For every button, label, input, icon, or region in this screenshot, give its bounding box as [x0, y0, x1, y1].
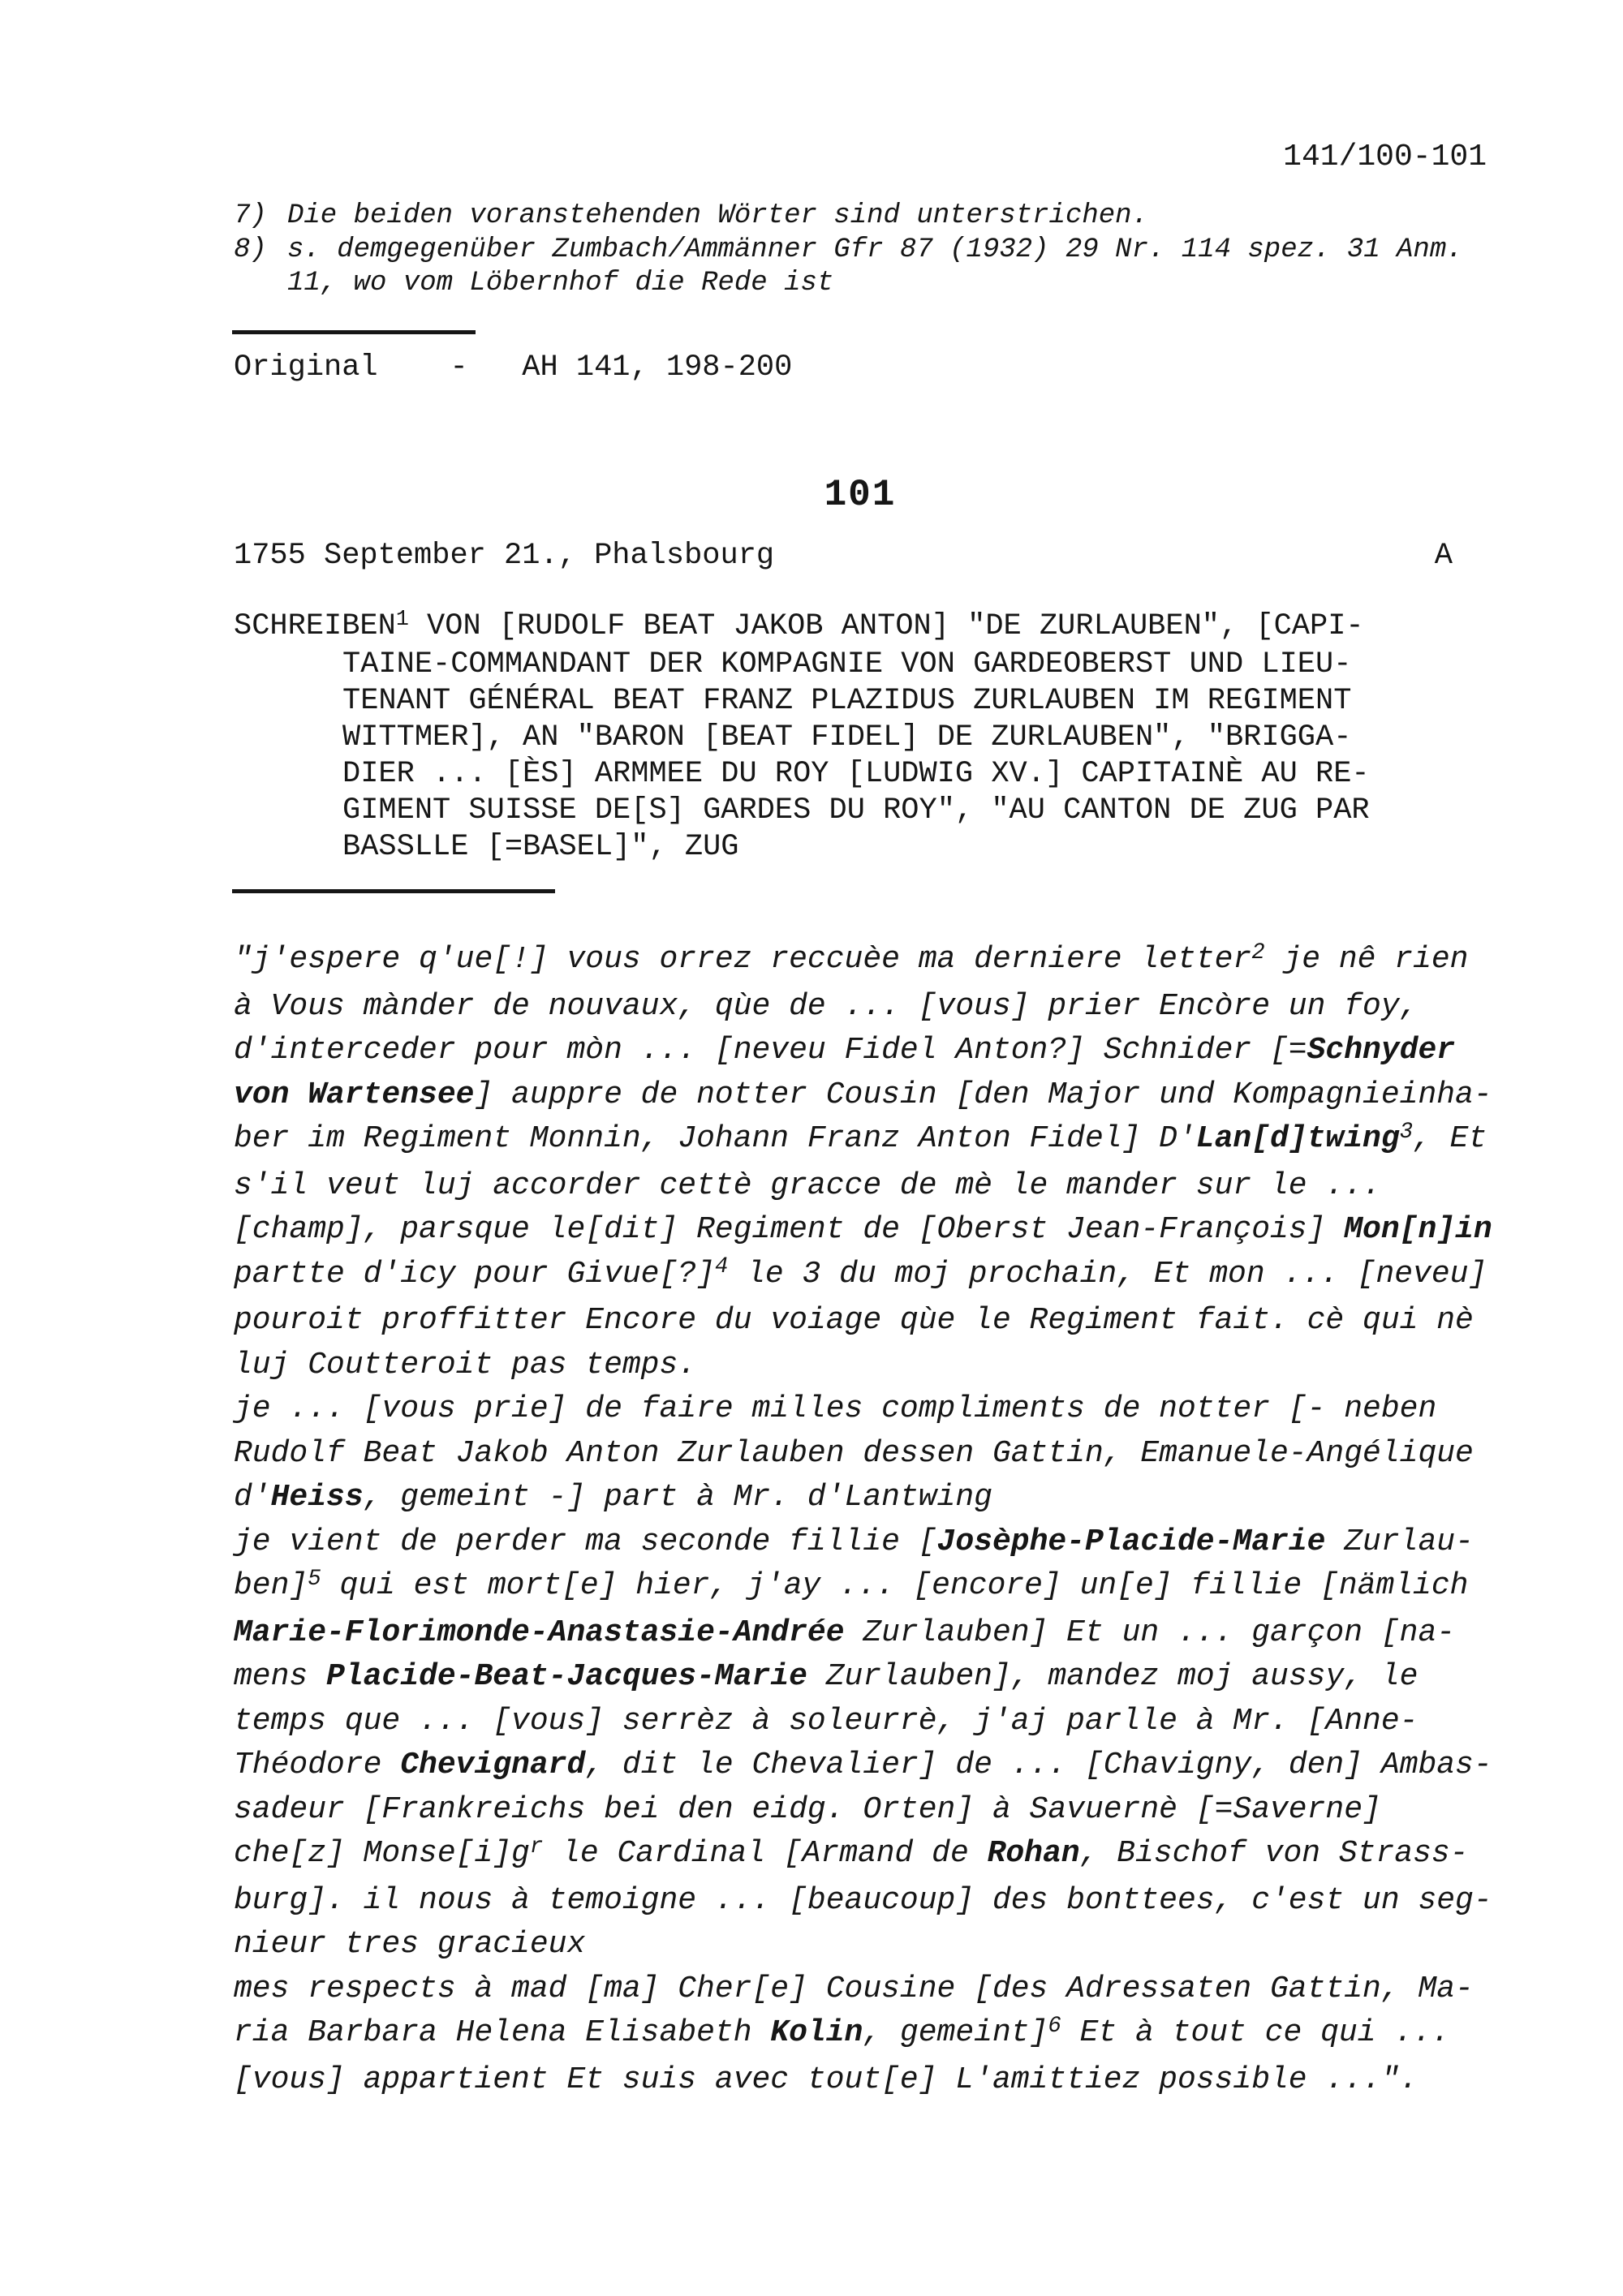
letter-line [234, 1208, 1492, 1253]
letter-line [234, 1700, 1492, 1744]
text-segment: Théodore [234, 1748, 401, 1782]
text-segment: sadeur [Frankreichs bei den eidg. Orten] à Savuernè [=Saverne] [234, 1791, 1381, 1827]
text-segment: BASSLLE [=BASEL]", ZUG [342, 830, 739, 864]
note-reference: 6 [1048, 2013, 1061, 2039]
regest-line [234, 756, 1370, 793]
letter-line [234, 1655, 1492, 1700]
text-segment: à Vous mànder de nouvaux, qùe de ... [vous] prier Encòre un foy, [234, 988, 1419, 1024]
archive-page-reference: 141/100-101 [1283, 140, 1487, 174]
regest-line [234, 793, 1370, 829]
text-segment: ben] [234, 1568, 308, 1603]
text-segment: temps que ... [vous] serrèz à soleurrè, j'aj parlle à Mr. [Anne- [234, 1703, 1419, 1739]
regest-line [234, 829, 1370, 866]
letter-line [234, 1117, 1492, 1164]
text-segment: d'interceder pour mòn ... [neveu Fidel Anton?] Schnider [= [234, 1033, 1307, 1068]
separator-rule [232, 330, 476, 334]
footnote-text [287, 200, 1463, 234]
letter-line [234, 1299, 1492, 1344]
letter-line [234, 1387, 1492, 1432]
letter-transcription-block [234, 938, 1492, 2102]
text-segment: partte d'icy pour Givue[?] [234, 1256, 715, 1292]
text-segment: mes respects à mad [ma] Cher[e] Cousine [des Adressaten Gattin, Ma- [234, 1971, 1474, 2006]
text-segment: GIMENT SUISSE DE[S] GARDES DU ROY", "AU CANTON DE ZUG PAR [342, 793, 1370, 828]
highlighted-name: von Wartensee [234, 1077, 475, 1112]
footnote [234, 200, 1463, 234]
document-number-heading: 101 [824, 474, 897, 516]
regest-block [234, 608, 1370, 866]
footnote [234, 234, 1463, 301]
footnote-block [234, 200, 1463, 301]
note-reference: r [529, 1834, 544, 1860]
text-segment: je vient de perder ma seconde fillie [ [234, 1524, 937, 1559]
letter-line [234, 2058, 1492, 2103]
footnote-marker: 8) [234, 234, 267, 265]
text-segment: [champ], parsque le[dit] Regiment de [Oberst Jean-François] [234, 1212, 1345, 1247]
text-segment: Zurlauben] Et un ... garçon [na- [844, 1615, 1456, 1650]
text-segment: Zurlau- [1325, 1524, 1474, 1559]
note-reference: 1 [395, 606, 409, 631]
text-segment: luj Coutteroit pas temps. [234, 1347, 697, 1382]
text-segment: TAINE-COMMANDANT DER KOMPAGNIE VON GARDEOBERST UND LIEU- [342, 647, 1352, 681]
letter-line [234, 2011, 1492, 2058]
highlighted-name: Rohan [987, 1836, 1080, 1871]
highlighted-name: Heiss [270, 1480, 364, 1515]
regest-line [234, 647, 1370, 683]
letter-line [234, 985, 1492, 1030]
highlighted-name: Schnyder [1307, 1033, 1456, 1068]
text-segment: ber im Regiment Monnin, Johann Franz Anton Fidel] D' [234, 1121, 1196, 1156]
date-place: 1755 September 21., Phalsbourg [234, 539, 775, 573]
text-segment: , Bischof von Strass- [1079, 1836, 1469, 1871]
text-segment: Zurlauben], mandez moj aussy, le [807, 1659, 1419, 1694]
highlighted-name: Kolin [770, 2015, 863, 2050]
highlighted-name: Chevignard [400, 1748, 586, 1782]
text-segment: Et à tout ce qui ... [1061, 2015, 1450, 2050]
text-segment: burg]. il nous à temoigne ... [beaucoup] des bonttees, c'est un seg- [234, 1882, 1492, 1918]
text-segment: TENANT GÉNÉRAL BEAT FRANZ PLAZIDUS ZURLAUBEN IM REGIMENT [342, 684, 1352, 718]
separator-rule [232, 889, 555, 893]
letter-line [234, 1788, 1492, 1833]
letter-line [234, 1967, 1492, 2012]
text-segment: le 3 du moj prochain, Et mon ... [neveu] [728, 1256, 1487, 1292]
letter-line [234, 1432, 1492, 1477]
footnote-text [287, 234, 1463, 301]
text-segment: che[z] Monse[i]g [234, 1836, 530, 1871]
footnote-marker: 7) [234, 200, 267, 231]
letter-line [234, 1029, 1492, 1073]
letter-line [234, 938, 1492, 985]
highlighted-name: Mon[n]in [1344, 1212, 1492, 1247]
footnote-line: 11, wo vom Löbernhof die Rede ist [287, 268, 834, 299]
text-segment: SCHREIBEN [234, 609, 396, 643]
text-segment: WITTMER], AN "BARON [BEAT FIDEL] DE ZURLAUBEN", "BRIGGA- [342, 720, 1352, 755]
source-line: Original - AH 141, 198-200 [234, 350, 793, 385]
letter-line [234, 1879, 1492, 1924]
letter-line [234, 1073, 1492, 1118]
letter-line [234, 1344, 1492, 1388]
letter-line [234, 1253, 1492, 1300]
highlighted-name: Placide-Beat-Jacques-Marie [326, 1659, 807, 1694]
text-segment: , gemeint -] part à Mr. d'Lantwing [363, 1480, 992, 1515]
note-reference: 2 [1251, 939, 1265, 965]
text-segment: le Cardinal [Armand de [543, 1836, 988, 1871]
text-segment: d' [234, 1480, 271, 1515]
note-reference: 3 [1399, 1119, 1414, 1145]
letter-line [234, 1832, 1492, 1879]
text-segment: Rudolf Beat Jakob Anton Zurlauben dessen Gattin, Emanuele-Angélique [234, 1435, 1474, 1471]
manuscript-siglum: A [1434, 539, 1453, 573]
highlighted-name: Marie-Florimonde-Anastasie-Andrée [234, 1615, 845, 1650]
note-reference: 4 [714, 1254, 729, 1280]
letter-line [234, 1476, 1492, 1520]
footnote-line: s. demgegenüber Zumbach/Ammänner Gfr 87 (1932) 29 Nr. 114 spez. 31 Anm. [287, 234, 1463, 265]
regest-line [234, 683, 1370, 720]
letter-line [234, 1564, 1492, 1611]
text-segment: VON [RUDOLF BEAT JAKOB ANTON] "DE ZURLAUBEN", [CAPI- [408, 609, 1364, 643]
date-row [234, 539, 1453, 573]
text-segment: je nê rien [1264, 942, 1469, 977]
regest-line [234, 608, 1370, 647]
footnote-line: Die beiden voranstehenden Wörter sind unterstrichen. [287, 200, 1148, 231]
text-segment: s'il veut luj accorder cettè gracce de mè le mander sur le ... [234, 1167, 1381, 1203]
text-segment: DIER ... [ÈS] ARMMEE DU ROY [LUDWIG XV.] CAPITAINÈ AU RE- [342, 757, 1370, 791]
text-segment: , dit le Chevalier] de ... [Chavigny, den] Ambas- [585, 1748, 1492, 1782]
letter-line [234, 1164, 1492, 1209]
letter-line [234, 1743, 1492, 1788]
regest-line [234, 720, 1370, 756]
text-segment: , Et [1413, 1121, 1487, 1156]
highlighted-name: Lan[d]twing [1195, 1121, 1400, 1156]
highlighted-name: Josèphe-Placide-Marie [936, 1524, 1326, 1559]
text-segment: je ... [vous prie] de faire milles compliments de notter [- neben [234, 1391, 1437, 1426]
letter-line [234, 1520, 1492, 1565]
text-segment: "j'espere q'ue[!] vous orrez reccuèe ma derniere letter [234, 942, 1252, 977]
text-segment: mens [234, 1659, 327, 1694]
text-segment: ] auppre de notter Cousin [den Major und Kompagnieinha- [474, 1077, 1492, 1112]
text-segment: pouroit proffitter Encore du voiage qùe le Regiment fait. cè qui nè [234, 1303, 1474, 1338]
note-reference: 5 [308, 1566, 321, 1592]
text-segment: , gemeint] [863, 2015, 1048, 2050]
text-segment: ria Barbara Helena Elisabeth [234, 2015, 771, 2050]
letter-line [234, 1923, 1492, 1967]
letter-line [234, 1611, 1492, 1656]
text-segment: [vous] appartient Et suis avec tout[e] L'amittiez possible ...". [234, 2062, 1419, 2097]
text-segment: qui est mort[e] hier, j'ay ... [encore] un[e] fillie [nämlich [321, 1568, 1469, 1603]
text-segment: nieur tres gracieux [234, 1927, 586, 1962]
